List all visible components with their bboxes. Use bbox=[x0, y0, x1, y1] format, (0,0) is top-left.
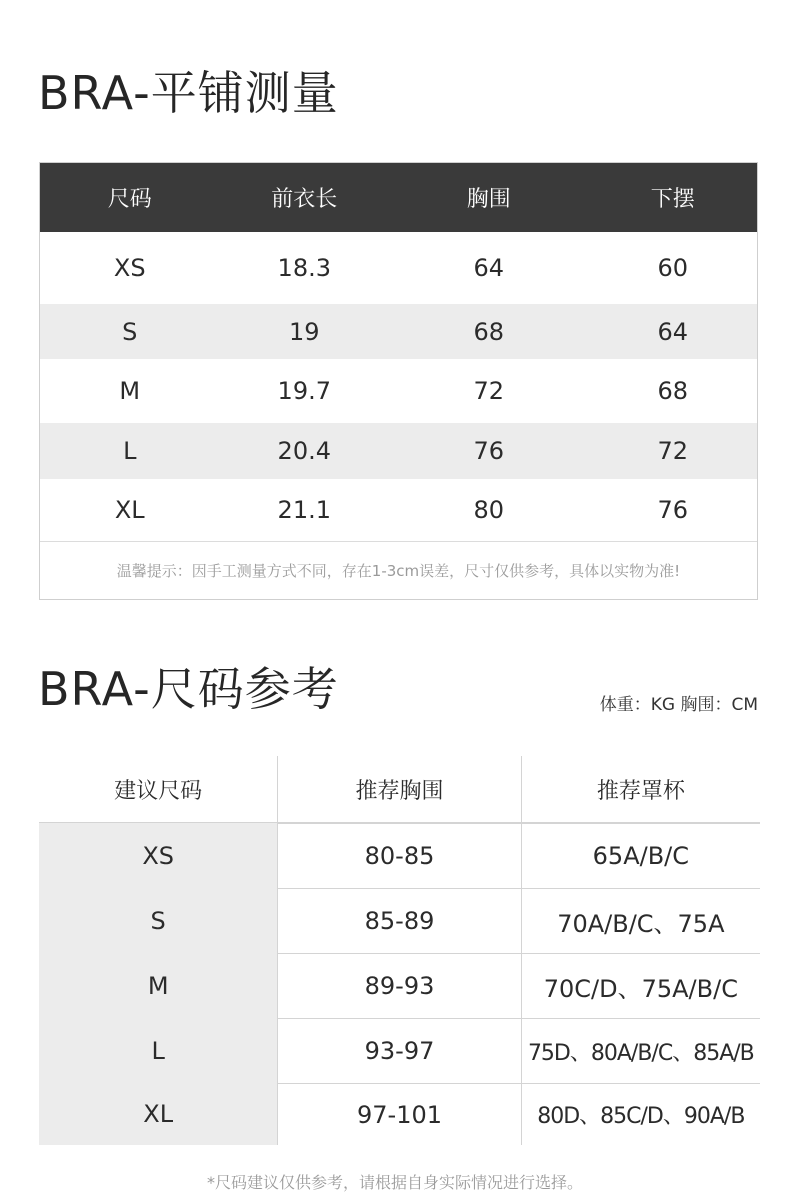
header-front-length: 前衣长 bbox=[271, 187, 338, 212]
cell-bust: 76 bbox=[473, 437, 505, 465]
cell-size: L bbox=[123, 437, 137, 465]
cell-bust: 80-85 bbox=[277, 823, 520, 888]
header-recommended-bust: 推荐胸围 bbox=[277, 756, 520, 823]
header-hem: 下摆 bbox=[650, 187, 695, 212]
section-title-flat-measure: BRA-平铺测量 bbox=[38, 66, 339, 120]
cell-size: M bbox=[119, 377, 141, 405]
table-row bbox=[39, 1018, 760, 1083]
cell-bust: 68 bbox=[473, 317, 505, 346]
cell-bust: 85-89 bbox=[277, 888, 520, 953]
cell-bust: 93-97 bbox=[277, 1018, 520, 1083]
cell-bust: 80 bbox=[473, 496, 505, 524]
cell-front-length: 20.4 bbox=[277, 437, 331, 465]
cell-size: S bbox=[122, 317, 138, 346]
cell-hem: 76 bbox=[657, 496, 688, 524]
cell-cup: 75D、80A/B/C、85A/B bbox=[521, 1018, 760, 1083]
table-header bbox=[39, 756, 760, 823]
cell-size: XL bbox=[114, 496, 145, 524]
cell-cup: 70C/D、75A/B/C bbox=[521, 953, 760, 1018]
table-row bbox=[40, 423, 757, 479]
cell-size: XS bbox=[39, 823, 277, 888]
measurement-note: 温馨提示：因手工测量方式不同，存在1-3cm误差，尺寸仅供参考，具体以实物为准! bbox=[40, 541, 757, 599]
cell-hem: 72 bbox=[657, 437, 688, 465]
units-label: 体重：KG 胸围：CM bbox=[599, 695, 758, 715]
cell-size: S bbox=[39, 888, 277, 953]
cell-bust: 89-93 bbox=[277, 953, 520, 1018]
table-row bbox=[39, 823, 760, 888]
cell-front-length: 19.7 bbox=[277, 377, 331, 405]
table-row bbox=[40, 479, 757, 541]
table-row bbox=[39, 888, 760, 953]
size-reference-table bbox=[39, 756, 760, 1145]
cell-hem: 60 bbox=[657, 254, 688, 282]
table-row bbox=[39, 1083, 760, 1145]
table-header bbox=[40, 163, 757, 232]
size-advice-note: *尺码建议仅供参考，请根据自身实际情况进行选择。 bbox=[206, 1173, 583, 1192]
cell-front-length: 21.1 bbox=[277, 496, 331, 524]
table-row bbox=[40, 232, 757, 304]
header-bust: 胸围 bbox=[466, 187, 511, 212]
flat-measure-table bbox=[39, 162, 758, 600]
cell-front-length: 19 bbox=[288, 317, 320, 346]
cell-size: XL bbox=[39, 1083, 277, 1145]
header-suggested-size: 建议尺码 bbox=[39, 756, 277, 823]
table-row bbox=[40, 359, 757, 423]
cell-size: M bbox=[39, 953, 277, 1018]
cell-cup: 65A/B/C bbox=[521, 823, 760, 888]
cell-size: XS bbox=[113, 254, 146, 282]
cell-bust: 72 bbox=[473, 377, 505, 405]
table-row bbox=[39, 953, 760, 1018]
cell-hem: 64 bbox=[657, 317, 688, 346]
cell-front-length: 18.3 bbox=[277, 254, 331, 282]
header-recommended-cup: 推荐罩杯 bbox=[521, 756, 760, 823]
header-size: 尺码 bbox=[107, 187, 152, 212]
cell-bust: 64 bbox=[473, 254, 505, 282]
cell-hem: 68 bbox=[657, 377, 688, 405]
cell-cup: 70A/B/C、75A bbox=[521, 888, 760, 953]
cell-bust: 97-101 bbox=[277, 1083, 520, 1145]
cell-size: L bbox=[39, 1018, 277, 1083]
section-title-size-reference: BRA-尺码参考 bbox=[38, 662, 339, 716]
table-row bbox=[40, 304, 757, 359]
cell-cup: 80D、85C/D、90A/B bbox=[521, 1083, 760, 1145]
